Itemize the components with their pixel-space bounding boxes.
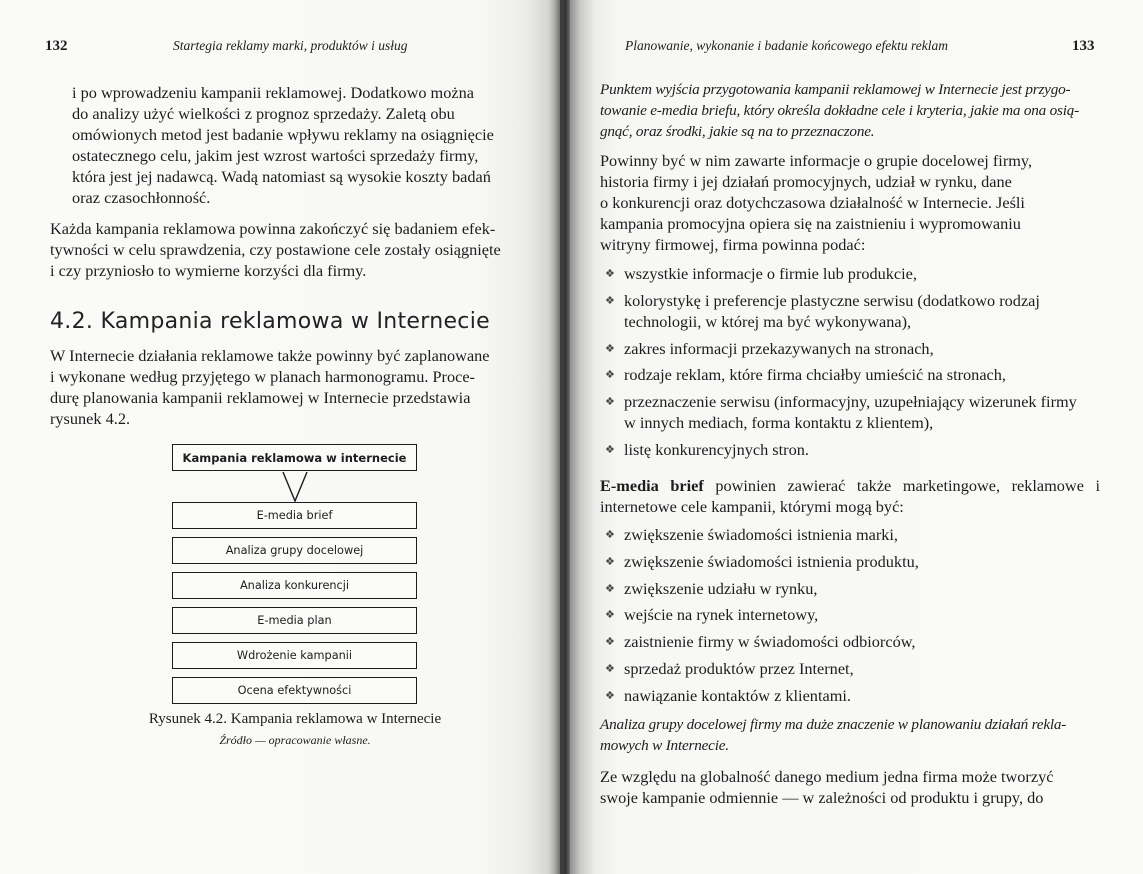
flow-box: Wdrożenie kampanii — [172, 642, 417, 669]
text-line: która jest jej nadawcą. Wadą natomiast są wysokie koszty badań — [72, 167, 491, 186]
list-item: ❖ sprzedaż produktów przez Internet, — [605, 658, 854, 678]
text-line: tywności w celu sprawdzenia, czy postawione cele zostały osiągnięte — [50, 240, 501, 259]
arrow-down-icon — [280, 471, 310, 503]
list-item: ❖ nawiązanie kontaktów z klientami. — [605, 685, 851, 705]
diamond-bullet-icon: ❖ — [605, 369, 615, 382]
left-paragraph-3 — [50, 345, 530, 429]
diamond-bullet-icon: ❖ — [605, 609, 615, 622]
list-item: ❖ wszystkie informacje o firmie lub produkcie, — [605, 264, 917, 283]
list-item: ❖ rodzaje reklam, które firma chciałby umieścić na stronach, — [605, 365, 1006, 385]
text-line: rysunek 4.2. — [50, 409, 131, 428]
flow-box: E-media plan — [172, 607, 417, 634]
diamond-bullet-icon: ❖ — [605, 443, 615, 456]
page-number-left: 132 — [45, 38, 68, 54]
text-line: i wykonane według przyjętego w planach harmonogramu. Proce- — [50, 367, 475, 386]
list-website-info — [600, 263, 1080, 466]
list-campaign-goals — [600, 524, 1080, 712]
right-paragraph-3 — [600, 766, 1100, 808]
diamond-bullet-icon: ❖ — [605, 555, 615, 568]
text-line: Analiza grupy docelowej firmy ma duże znaczenie w planowaniu działań rekla- — [600, 716, 1067, 733]
flow-box: E-media brief — [172, 502, 417, 529]
text-line: Punktem wyjścia przygotowania kampanii reklamowej w Internecie jest przygo- — [600, 81, 1071, 98]
text-line: witryny firmowej, firma powinna podać: — [600, 235, 866, 254]
list-item: ❖ kolorystykę i preferencje plastyczne serwisu (dodatkowo rodzaj technologii, w której ma być wykonywana), — [605, 290, 1040, 331]
italic-intro — [600, 79, 1100, 142]
right-paragraph-2: E-media brief powinien zawierać także marketingowe, reklamowe i internetowe cele kampanii, którymi mogą być: — [600, 476, 1101, 516]
list-item: ❖ zakres informacji przekazywanych na stronach, — [605, 338, 934, 358]
text-line: oraz czasochłonność. — [72, 188, 211, 207]
bold-term: E-media brief — [600, 476, 704, 495]
diamond-bullet-icon: ❖ — [605, 294, 615, 307]
left-paragraph-1 — [72, 82, 522, 208]
running-header-right: Planowanie, wykonanie i badanie końcowego efektu reklam — [625, 38, 949, 53]
diamond-bullet-icon: ❖ — [605, 342, 615, 355]
section-heading: 4.2. Kampania reklamowa w Internecie — [50, 309, 490, 334]
diamond-bullet-icon: ❖ — [605, 636, 615, 649]
text-line: durę planowania kampanii reklamowej w Internecie przedstawia — [50, 388, 471, 407]
list-item: ❖ przeznaczenie serwisu (informacyjny, uzupełniający wizerunek firmy w innych mediach, forma kontaktu z klientem), — [605, 392, 1077, 433]
text-line: Powinny być w nim zawarte informacje o grupie docelowej firmy, — [600, 151, 1033, 170]
page-number-right: 133 — [1072, 38, 1095, 54]
italic-note — [600, 714, 1100, 756]
flow-box: Analiza konkurencji — [172, 572, 417, 599]
flow-box: Ocena efektywności — [172, 677, 417, 704]
text-line: Każda kampania reklamowa powinna zakończyć się badaniem efek- — [50, 219, 496, 238]
text-line: W Internecie działania reklamowe także powinny być zaplanowane — [50, 346, 490, 365]
diamond-bullet-icon: ❖ — [605, 268, 615, 280]
figure-caption: Rysunek 4.2. Kampania reklamowa w Internecie — [148, 711, 442, 727]
flow-box: Analiza grupy docelowej — [172, 537, 417, 564]
book-gutter-shadow — [548, 0, 570, 874]
text-line: omówionych metod jest badanie wpływu reklamy na osiągnięcie — [72, 125, 494, 144]
running-header-left: Startegia reklamy marki, produktów i usług — [173, 38, 408, 53]
list-item: ❖ zaistnienie firmy w świadomości odbiorców, — [605, 632, 916, 652]
text-line: i czy przyniosło to wymierne korzyści dla firmy. — [50, 261, 367, 280]
text-line: gnąć, oraz środki, jakie są na to przeznaczone. — [600, 123, 875, 140]
list-item: ❖ listę konkurencyjnych stron. — [605, 439, 809, 459]
list-item: ❖ zwiększenie udziału w rynku, — [605, 578, 818, 598]
text-line: do analizy użyć wielkości z prognoz sprzedaży. Zaletą obu — [72, 104, 455, 123]
figure-source: Źródło — opracowanie własne. — [219, 733, 371, 747]
diamond-bullet-icon: ❖ — [605, 396, 615, 409]
text-line: ostatecznego celu, jakim jest wzrost wartości sprzedaży firmy, — [72, 146, 479, 165]
list-item: ❖ zwiększenie świadomości istnienia produktu, — [605, 551, 919, 571]
flow-box: Kampania reklamowa w internecie — [172, 444, 417, 471]
text-line: towanie e-media briefu, który określa dokładne cele i kryteria, jakie ma ona osią- — [600, 102, 1080, 119]
diamond-bullet-icon: ❖ — [605, 689, 615, 702]
text-line: kampania promocyjna opiera się na zaistnieniu i wypromowaniu — [600, 214, 1021, 233]
list-item: ❖ zwiększenie świadomości istnienia marki, — [605, 525, 898, 544]
text-line: historia firmy i jej działań promocyjnych, udział w rynku, dane — [600, 172, 1012, 191]
text-line: swoje kampanie odmiennie — w zależności od produktu i grupy, do — [600, 788, 1044, 807]
text-line: o konkurencji oraz dotychczasowa działalność w Internecie. Jeśli — [600, 193, 1025, 212]
list-item: ❖ wejście na rynek internetowy, — [605, 605, 819, 625]
diamond-bullet-icon: ❖ — [605, 662, 615, 675]
diamond-bullet-icon: ❖ — [605, 529, 615, 541]
text-line: mowych w Internecie. — [600, 737, 729, 754]
text-line: Ze względu na globalność danego medium jedna firma może tworzyć — [600, 767, 1054, 786]
right-paragraph-1 — [600, 150, 1100, 255]
text-line: i po wprowadzeniu kampanii reklamowej. Dodatkowo można — [72, 83, 474, 102]
left-paragraph-2 — [50, 218, 530, 281]
diamond-bullet-icon: ❖ — [605, 582, 615, 595]
